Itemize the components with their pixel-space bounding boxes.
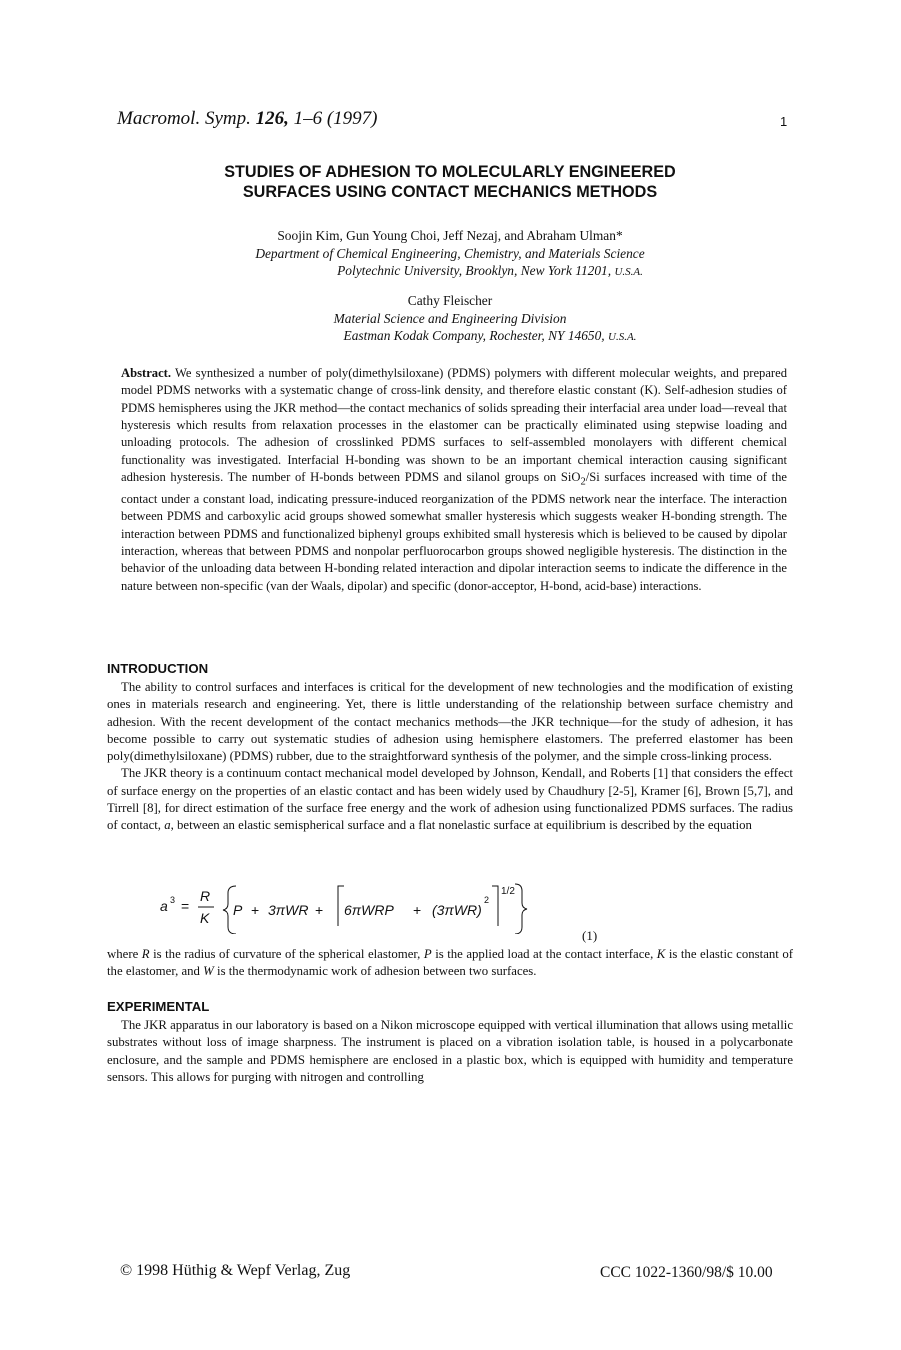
eq-exp-half: 1/2 <box>501 886 515 897</box>
author-country: U.S.A. <box>614 266 643 278</box>
variable-a: a <box>164 818 171 833</box>
abstract-label: Abstract. <box>121 366 172 380</box>
ccc-code: CCC 1022-1360/98/$ 10.00 <box>600 1264 773 1281</box>
experimental-body <box>107 1017 793 1086</box>
author-institution: Polytechnic University, Brooklyn, New York 11201, <box>337 263 612 278</box>
author-country: U.S.A. <box>608 331 637 343</box>
eq-term-3: (3πWR) <box>432 902 482 918</box>
eq-term-1: 3πWR <box>268 902 309 918</box>
eq-equals: = <box>181 898 190 914</box>
eq-right-bracket <box>492 886 498 926</box>
introduction-heading: INTRODUCTION <box>107 661 209 676</box>
title-line-1: STUDIES OF ADHESION TO MOLECULARLY ENGINEERED <box>224 163 676 181</box>
eq-R: R <box>200 888 211 904</box>
eq-plus-3: + <box>413 902 422 918</box>
author-institution: Eastman Kodak Company, Rochester, NY 14650, <box>343 328 605 343</box>
eq-exp2: 2 <box>484 895 490 905</box>
author-block-2 <box>120 292 780 347</box>
eq-plus-2: + <box>315 902 324 918</box>
eq-plus-1: + <box>251 902 260 918</box>
author-institution-line <box>120 327 780 347</box>
introduction-paragraph-1: The ability to control surfaces and interfaces is critical for the development of new technologies and the modification of existing ones in materials research and engineering. Yet, there is little understanding of the relationship between surface chemistry and adhesion. With the recent development of the contact mechanics methods—the JKR technique—for the study of adhesion, it has become possible to carry out systematic studies of adhesion using hemisphere elastomers. The preferred elastomer has been poly(dimethylsiloxane) (PDMS) rubber, due to the straightforward synthesis of the polymer, and the simple cross-linking process. <box>107 680 793 764</box>
experimental-paragraph-1: The JKR apparatus in our laboratory is based on a Nikon microscope equipped with vertical illumination that allows using metallic substrates without loss of image sharpness. The instrument is placed on a vibration isolation table, is housed in a polycarbonate enclosure, and the sample and PDMS hemisphere are enclosed in a plastic box, which is equipped with humidity and temperature sensors. This allows for purging with nitrogen and controlling <box>107 1018 793 1084</box>
equation-definitions: where R is the radius of curvature of the spherical elastomer, P is the applied load at the contact interface, K is the elastic constant of the elastomer, and W is the thermodynamic work of adhesion between two surfaces. <box>107 947 793 979</box>
author-department: Department of Chemical Engineering, Chemistry, and Materials Science <box>255 245 645 261</box>
eq-right-brace <box>515 884 527 934</box>
author-institution-line <box>120 262 780 282</box>
author-names: Soojin Kim, Gun Young Choi, Jeff Nezaj, and Abraham Ulman* <box>277 228 623 243</box>
title-line-2: SURFACES USING CONTACT MECHANICS METHODS <box>242 183 658 201</box>
abstract-text-2: /Si surfaces increased with time of the contact under a constant load, indicating pressure-induced reorganization of the PDMS network near the interface. The interaction between PDMS and carboxylic acid groups showed somewhat smaller hysteresis which suggests weaker H-bonding strength. The interaction between PDMS and functionalized biphenyl groups exhibited small hysteresis which is believed to be caused by dipolar interaction, whereas that between PDMS and nonpolar perfluorocarbon groups showed negligible hysteresis. The distinction in the behavior of the unloading data between H-bonding related interaction and dipolar interaction seems to indicate the difference in the nature between non-specific (van der Waals, dipolar) and specific (donor-acceptor, H-bond, acid-base) interactions. <box>121 470 787 593</box>
journal-pages: 1–6 (1997) <box>293 108 378 129</box>
journal-citation <box>117 108 378 130</box>
paper-title <box>120 162 780 202</box>
journal-name: Macromol. Symp. <box>117 108 251 129</box>
eq-exp3: 3 <box>170 895 176 905</box>
eq-term-2: 6πWRP <box>344 902 394 918</box>
experimental-heading: EXPERIMENTAL <box>107 999 210 1014</box>
abstract-text-1: We synthesized a number of poly(dimethylsiloxane) (PDMS) polymers with different molecular weights, and prepared model PDMS networks with a systematic change of cross-link density, and therefore elastic constant (K). Self-adhesion studies of PDMS hemispheres using the JKR method—the contact mechanics of solids spreading their interfacial area under load—reveal that hysteresis which results from relaxation processes in the elastomer can be practically eliminated using stepwise loading and unloading protocols. The adhesion of crosslinked PDMS surfaces to self-assembled monolayers with different chemical functionality was investigated. Interfacial H-bonding was shown to be an important chemical interaction causing significant adhesion hysteresis. The number of H-bonds between PDMS and silanol groups on SiO <box>121 366 787 485</box>
equation-number: (1) <box>582 928 598 943</box>
equation-1 <box>158 880 578 934</box>
introduction-body <box>107 679 793 835</box>
page-number: 1 <box>780 114 788 129</box>
eq-a: a <box>160 898 168 914</box>
introduction-paragraph-2: The JKR theory is a continuum contact mechanical model developed by Johnson, Kendall, and Roberts [1] that considers the effect of surface energy on the properties of an elastic contact and has been widely used by Chaudhury [2-5], Kramer [6], Brown [5,7], and Tirrell [8], for direct estimation of the surface free energy and the work of adhesion using functionalized PDMS surfaces. The radius of contact, a, between an elastic semispherical surface and a flat nonelastic surface at equilibrium is described by the equation <box>107 766 793 833</box>
eq-K: K <box>200 910 210 926</box>
copyright: © 1998 Hüthig & Wepf Verlag, Zug <box>120 1262 351 1279</box>
author-names: Cathy Fleischer <box>407 293 493 308</box>
abstract <box>121 365 787 595</box>
abstract-subscript: 2 <box>580 476 586 488</box>
journal-volume: 126, <box>255 108 289 129</box>
author-department: Material Science and Engineering Division <box>333 310 567 326</box>
author-block-1 <box>120 227 780 282</box>
eq-P: P <box>233 902 243 918</box>
